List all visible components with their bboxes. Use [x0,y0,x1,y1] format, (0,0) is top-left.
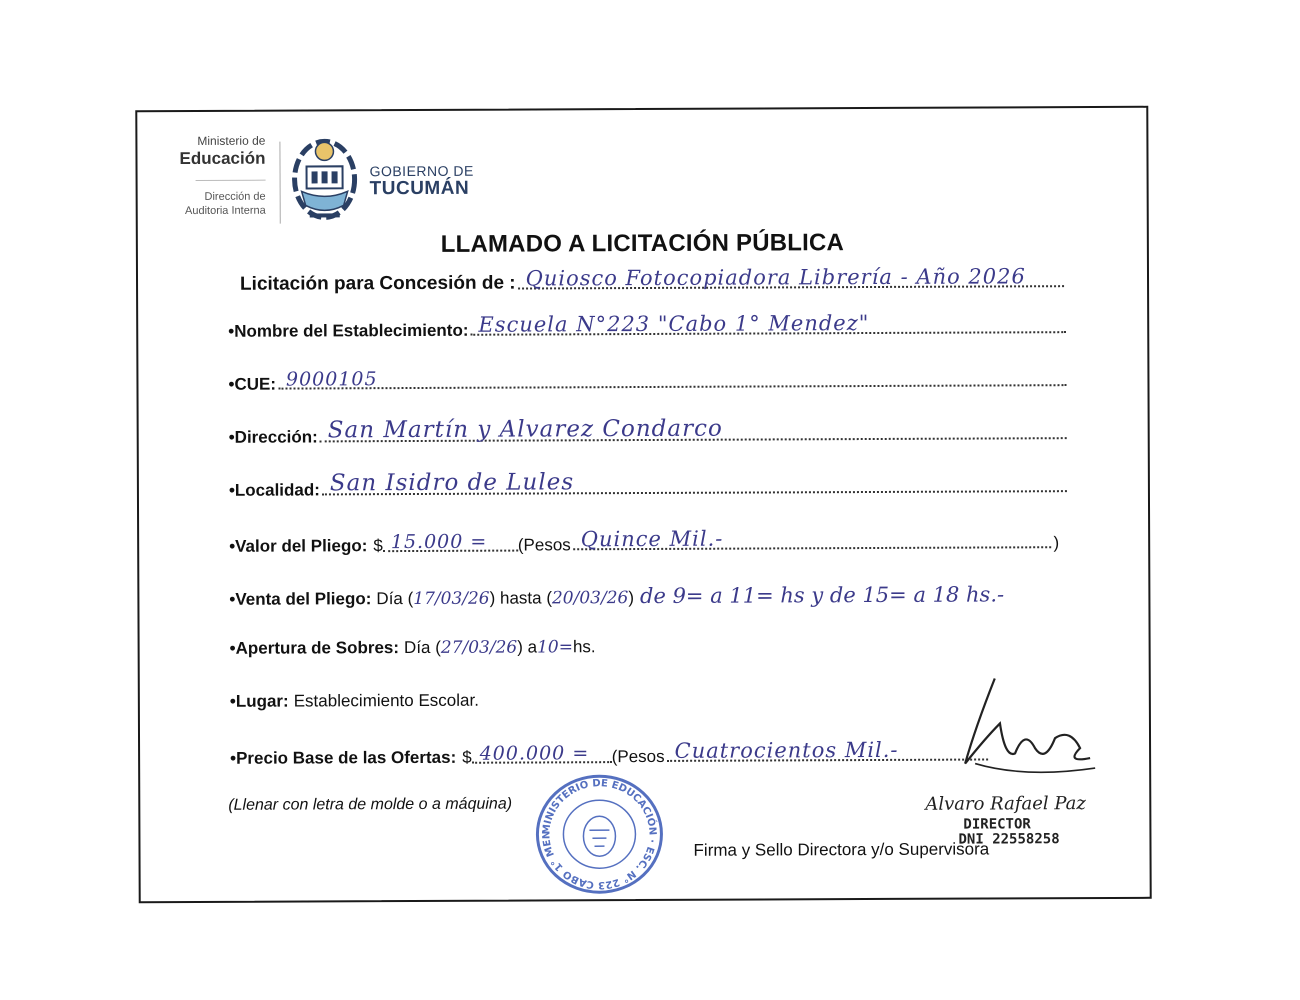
field-cue [228,368,1068,395]
venta-label: •Venta del Pliego: [229,589,372,609]
precio-currency: $ [462,747,472,767]
school-seal [532,774,668,905]
apertura-hs: hs. [572,637,596,657]
instructions-note: (Llenar con letra de molde o a máquina) [228,795,513,814]
nombre-value: Escuela N°223 "Cabo 1° Mendez" [478,311,870,337]
direccion-value: San Martín y Alvarez Condarco [327,415,723,444]
precio-amount: 400.000 = [479,742,590,765]
venta-hasta: ) hasta ( [489,588,553,608]
apertura-a: ) a [517,637,538,657]
tucuman-emblem-icon [287,133,362,230]
field-precio [230,737,990,768]
signature-role: DIRECTOR [963,816,1031,833]
lugar-value: Establecimiento Escolar. [293,690,479,711]
venta-close: ) [628,588,635,608]
localidad-value: San Isidro de Lules [329,469,575,497]
firma-caption: Firma y Sello Directora y/o Supervisora [693,839,990,860]
ministry-line1: Ministerio de [197,133,266,148]
ministry-divider [196,180,266,181]
gov-line2: TUCUMÁN [369,177,470,200]
localidad-label: •Localidad: [228,480,320,500]
valor-amount-line [383,532,518,553]
field-direccion [228,415,1069,448]
apertura-hour: 10= [537,637,573,658]
lugar-label: •Lugar: [229,691,289,711]
concesion-value: Quiosco Fotocopiadora Librería - Año 2026 [525,264,1026,291]
precio-words: Cuatrocientos Mil.- [674,737,899,763]
direccion-label: •Dirección: [228,427,318,447]
signature-dni: DNI 22558258 [958,831,1060,848]
field-valor [229,526,1060,557]
valor-currency: $ [373,536,383,556]
valor-words-line [573,526,1052,552]
valor-pesos-open: (Pesos [517,535,571,555]
gov-logo [370,163,474,200]
apertura-dia: Día ( [403,637,441,658]
apertura-label: •Apertura de Sobres: [229,638,400,658]
ministry-line2: Educación [179,148,266,169]
field-nombre [228,311,1068,342]
precio-pesos-open: (Pesos [611,746,665,767]
signature-name: Alvaro Rafael Paz [925,793,1086,815]
apertura-date: 27/03/26 [440,637,518,658]
field-concesion [239,264,1066,296]
precio-amount-line [472,743,612,764]
concesion-line [518,264,1064,291]
venta-to: 20/03/26 [551,588,629,609]
field-venta [229,582,1069,610]
ministry-logo [155,134,265,218]
valor-close: ) [1053,533,1060,553]
direccion-line [320,415,1067,444]
cue-label: •CUE: [228,374,277,394]
page-title: LLAMADO A LICITACIÓN PÚBLICA [440,229,845,258]
licitacion-form [135,106,1151,903]
ministry-sub2: Auditoria Interna [184,204,266,217]
venta-from: 17/03/26 [413,588,490,610]
venta-dia: Día ( [376,589,414,609]
nombre-label: •Nombre del Establecimiento: [228,320,469,341]
gov-line1: GOBIERNO DE [369,162,474,180]
cue-value: 9000105 [285,368,378,391]
ministry-sub1: Dirección de [204,190,266,203]
precio-label: •Precio Base de las Ofertas: [230,747,457,768]
venta-hours: de 9= a 11= hs y de 15= a 18 hs.- [639,582,1005,609]
localidad-line [322,469,1067,497]
valor-amount: 15.000 = [390,530,488,554]
cue-line [278,368,1066,391]
signature-scribble [905,668,1106,804]
svg-text:MINISTERIO DE EDUCACIÓN · ESC.: MINISTERIO DE EDUCACIÓN · ESC. N° 223 CABO 1° MENDEZ [541,778,658,891]
concesion-label: Licitación para Concesión de : [239,272,516,295]
valor-words: Quince Mil.- [580,526,724,552]
field-apertura [230,635,1070,659]
nombre-line [470,311,1066,337]
valor-label: •Valor del Pliego: [229,536,368,556]
header-divider [279,142,280,224]
field-localidad [228,469,1069,501]
